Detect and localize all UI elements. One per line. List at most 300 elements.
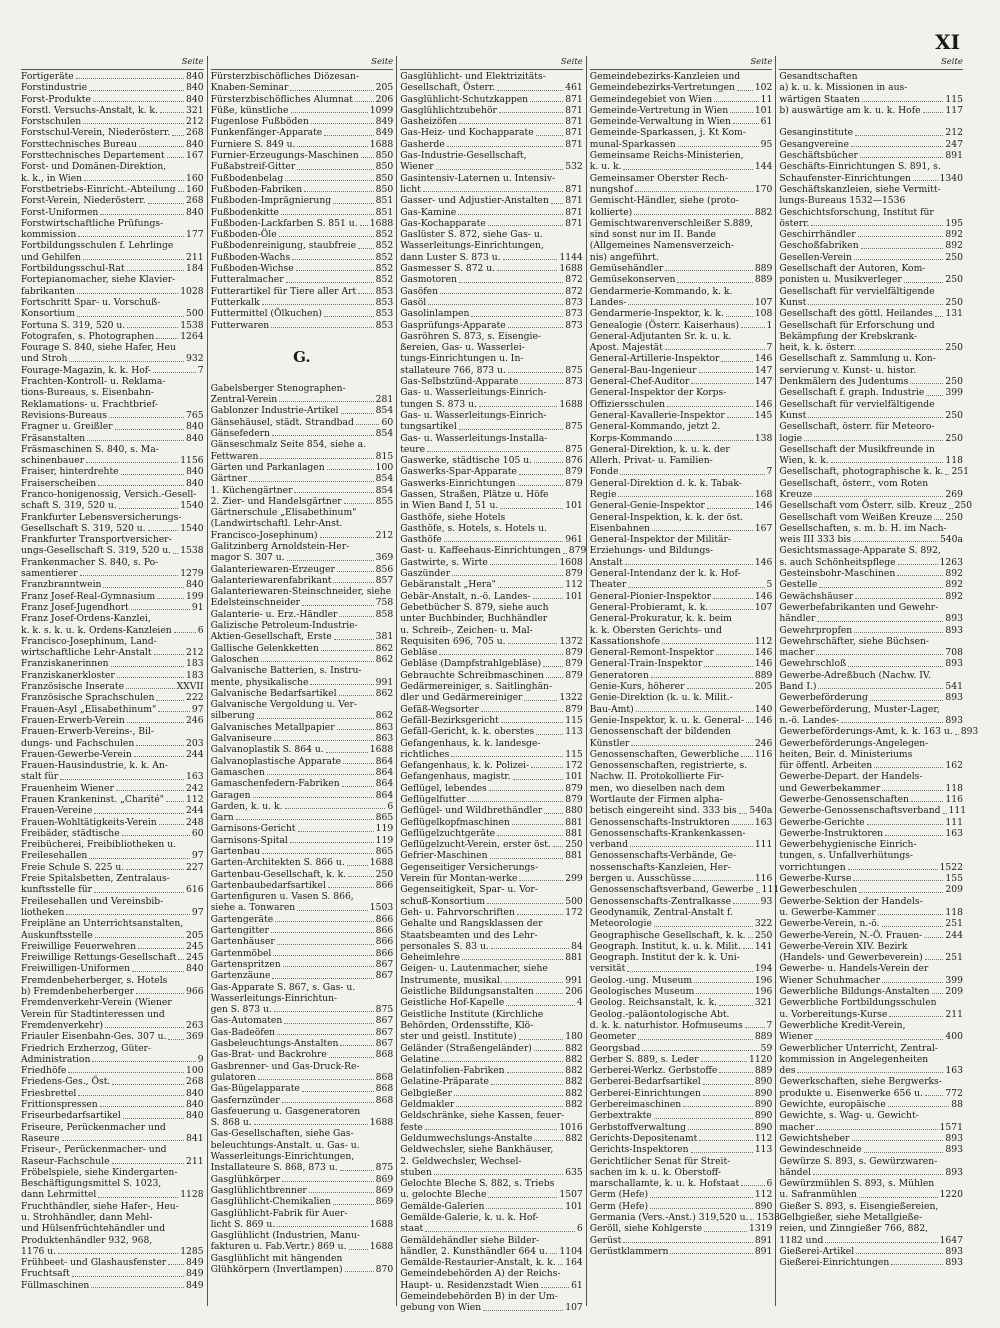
entry-term: Fortschritt Spar- u. Vorschuß- — [21, 296, 161, 308]
entry-term: u. Gewerbe-Kammer — [779, 906, 876, 918]
dot-leader — [292, 259, 373, 260]
entry-page-ref: 1688 — [369, 1117, 394, 1129]
index-entry — [590, 161, 773, 172]
entry-term: General-Intendanz der k. k. Hof- — [589, 568, 741, 580]
dot-leader — [878, 914, 944, 915]
entry-term: Furniere S. 849 u. — [210, 138, 296, 150]
entry-page-ref: 866 — [375, 936, 394, 948]
index-entry — [590, 952, 773, 963]
entry-term: Gewerkschaften, siehe Bergwerks- — [779, 1076, 942, 1088]
entry-page-ref: 7 — [766, 342, 773, 354]
dot-leader — [157, 598, 184, 599]
entry-term: General-Adjutanten Sr. k. u. k. — [589, 330, 732, 342]
entry-page-ref: 882 — [565, 1065, 583, 1077]
index-entry — [779, 1189, 963, 1200]
entry-term: Forst- und Domänen-Direktion, — [21, 161, 167, 173]
index-entry — [590, 229, 773, 240]
entry-page-ref: 61 — [760, 116, 773, 128]
entry-term: Gewürzmühlen S. 893, s. Mühlen — [779, 1178, 935, 1190]
entry-term: Galvanisches Metallpapier — [210, 721, 335, 733]
entry-page-ref: 966 — [186, 986, 204, 998]
entry-page-ref: 890 — [754, 1200, 773, 1212]
dot-leader — [139, 146, 184, 147]
entry-page-ref: 1264 — [180, 330, 204, 342]
entry-page-ref: 871 — [565, 104, 583, 116]
entry-term: Gartenzäune — [210, 970, 271, 982]
index-entry — [590, 387, 773, 398]
entry-term: Geschoßfabriken — [779, 240, 859, 252]
index-entry — [400, 1043, 583, 1054]
entry-term: General-Inspektor der Militär- — [589, 534, 732, 546]
entry-page-ref: 1016 — [559, 1121, 583, 1133]
dot-leader — [501, 722, 563, 723]
index-entry — [400, 828, 583, 839]
index-entry — [400, 478, 583, 489]
entry-term: Freie Spitalsbetten, Zentralaus- — [21, 873, 170, 885]
entry-page-ref: 864 — [375, 778, 394, 790]
entry-page-ref: 1688 — [369, 1241, 394, 1253]
entry-term: Fortepianomacher, siehe Klavier- — [21, 274, 176, 286]
index-entry — [400, 975, 583, 986]
entry-term: Gesellschaft der Autoren, Kom- — [779, 263, 926, 275]
entry-term: Fraiserscheiben — [21, 477, 97, 489]
entry-page-ref: 184 — [186, 263, 204, 275]
entry-term: schuß-Konsortium — [400, 895, 486, 907]
entry-term: silberung — [210, 710, 255, 722]
entry-page-ref: 268 — [186, 195, 204, 207]
entry-term: weis III 333 bis — [779, 534, 852, 546]
index-entry — [21, 489, 204, 500]
entry-term: Offiziersschulen — [589, 398, 666, 410]
entry-term: Gewerbe-Instruktoren — [779, 827, 884, 839]
entry-term: Gast- u. Kaffeehaus-Einrichtungen — [400, 545, 561, 557]
entry-page-ref: 251 — [945, 918, 963, 930]
index-entry — [211, 439, 394, 450]
entry-term: dler und Gedärmereiniger — [400, 692, 523, 704]
dot-leader — [172, 135, 184, 136]
entry-term: Freipläne an Unterrichtsanstalten, — [21, 918, 184, 930]
dot-leader — [730, 112, 753, 113]
entry-term: Garn — [210, 812, 234, 824]
entry-term: Gelatine — [400, 1053, 440, 1065]
entry-page-ref: 893 — [945, 1132, 963, 1144]
entry-term: Geigen- u. Lautenmacher, siehe — [400, 963, 548, 975]
dot-leader — [544, 813, 563, 814]
index-entry — [21, 941, 204, 952]
entry-term: Garden, k. u. k. — [210, 800, 283, 812]
index-entry — [211, 1241, 394, 1252]
entry-term: samentierer — [21, 568, 78, 580]
dot-leader — [517, 914, 563, 915]
index-entry — [779, 704, 963, 715]
index-entry — [211, 902, 394, 913]
dot-leader — [291, 112, 368, 113]
index-entry — [400, 636, 583, 647]
entry-term: Frauen Krankeninst. „Charité" — [21, 794, 164, 805]
entry-page-ref: 871 — [565, 116, 583, 128]
index-entry — [400, 941, 583, 952]
entry-term: Fußabstreif-Gitter — [210, 161, 296, 173]
entry-page-ref: 815 — [375, 450, 394, 462]
entry-term: Gablonzer Industrie-Artikel — [210, 405, 339, 417]
dot-leader — [321, 650, 374, 651]
entry-term: Gasröhren S. 873, s. Eisengie- — [400, 330, 542, 342]
entry-term: und Hülsenfrüchtehändler und — [21, 1223, 166, 1235]
dot-leader — [558, 1264, 563, 1265]
index-entry — [400, 421, 583, 432]
entry-term: Galvanische Bedarfsartikel — [210, 687, 337, 699]
index-entry — [779, 534, 963, 545]
index-entry — [21, 1246, 204, 1257]
entry-page-ref: 849 — [186, 1257, 204, 1269]
entry-page-ref: 772 — [945, 1087, 963, 1099]
dot-leader — [117, 677, 184, 678]
index-entry — [21, 636, 204, 647]
index-entry — [400, 308, 583, 319]
index-entry — [21, 94, 204, 105]
entry-page-ref: 268 — [186, 1076, 204, 1088]
dot-leader — [115, 429, 184, 430]
entry-page-ref: 248 — [186, 816, 204, 828]
index-entry — [211, 846, 394, 857]
entry-page-ref: 840 — [186, 138, 204, 150]
index-entry — [21, 139, 204, 150]
entry-page-ref: 849 — [186, 1268, 204, 1280]
entry-term: Gewerbeförderungs-Amt, k. k. 163 u. — [779, 726, 953, 738]
entry-term: Kunst — [779, 296, 807, 308]
index-entry — [21, 195, 204, 206]
dot-leader — [167, 157, 185, 158]
entry-term: munal-Sparkassen — [589, 138, 676, 150]
entry-page-ref: 101 — [754, 104, 773, 116]
index-entry — [211, 105, 394, 116]
index-entry — [590, 986, 773, 997]
dot-leader — [94, 813, 184, 814]
entry-page-ref: 250 — [945, 251, 963, 263]
entry-page-ref: 840 — [186, 579, 204, 591]
index-entry — [211, 710, 394, 721]
entry-page-ref: 892 — [945, 568, 963, 580]
entry-page-ref: 212 — [186, 647, 204, 659]
index-entry — [211, 982, 394, 993]
entry-term: General-Inspektion, k. k. der öst. — [589, 511, 744, 523]
dot-leader — [281, 214, 374, 215]
entry-page-ref: 111 — [761, 884, 780, 896]
dot-leader — [818, 688, 943, 689]
dot-leader — [687, 688, 753, 689]
dot-leader — [282, 1181, 374, 1182]
index-entry — [21, 873, 204, 884]
entry-term: Gerbstoffverwaltung — [589, 1121, 687, 1133]
index-entry — [590, 263, 773, 274]
entry-term: liotheken — [21, 906, 65, 918]
entry-term: Gallische Gelenkketten — [210, 642, 319, 654]
index-entry — [211, 1106, 394, 1117]
entry-page-ref: 146 — [754, 714, 773, 726]
entry-term: Gaswerke, städtische 105 u. — [400, 455, 533, 467]
entry-term: Gesellschaft, photographische k. k. — [779, 466, 944, 478]
entry-page-ref: 890 — [754, 1121, 773, 1133]
entry-term: Friedrich Erzherzog, Güter- — [21, 1042, 151, 1054]
index-entry — [21, 342, 204, 353]
entry-term: General-Genie-Inspektor — [589, 500, 705, 512]
entry-term: händel — [779, 1166, 811, 1178]
dot-leader — [441, 1061, 563, 1062]
entry-term: Gesichtsmassage-Apparate S. 892, — [779, 545, 941, 557]
index-entry — [400, 794, 583, 805]
entry-page-ref: 879 — [565, 794, 583, 805]
dot-leader — [508, 327, 564, 328]
dot-leader — [862, 101, 944, 102]
dot-leader — [116, 790, 184, 791]
dot-leader — [550, 1253, 558, 1254]
entry-term: Gärtner — [210, 473, 248, 485]
dot-leader — [348, 876, 374, 877]
dot-leader — [267, 774, 374, 775]
dot-leader — [254, 1124, 368, 1125]
entry-page-ref: 882 — [565, 1042, 583, 1054]
index-entry — [590, 1144, 773, 1155]
index-entry — [590, 478, 773, 489]
entry-page-ref: 263 — [186, 1019, 204, 1031]
entry-page-ref: 167 — [186, 150, 204, 162]
entry-term: Freibücherei, Freibibliotheken u. — [21, 839, 177, 851]
index-entry — [779, 240, 963, 251]
entry-term: General-Prokuratur, k. k. beim — [589, 613, 732, 625]
entry-term: Gesellschaft, österr. für Meteoro- — [779, 421, 935, 433]
entry-term: Produktenhändler 932, 968, — [21, 1234, 153, 1246]
entry-term: Gebläse — [400, 647, 438, 659]
entry-term: kommission in Angelegenheiten — [779, 1053, 929, 1065]
entry-page-ref: 399 — [945, 387, 963, 399]
entry-term: Theater — [589, 579, 627, 591]
dot-leader — [271, 327, 373, 328]
entry-term: dann Lehrmittel — [21, 1189, 97, 1201]
entry-term: Friesbrettel — [21, 1087, 77, 1099]
dot-leader — [296, 270, 374, 271]
dot-leader — [148, 203, 184, 204]
entry-term: Geolog.-ung. Museum — [589, 974, 693, 986]
entry-term: Gewichte, s. Wag- u. Gewicht- — [779, 1110, 919, 1122]
entry-page-ref: 194 — [754, 963, 773, 975]
entry-page-ref: 871 — [565, 93, 583, 105]
entry-term: Beschäftigungsmittel S. 1023, — [21, 1178, 162, 1190]
dot-leader — [519, 474, 563, 475]
entry-term: Gemeinsamer Oberster Rech- — [589, 172, 729, 184]
index-entry — [21, 376, 204, 387]
entry-term: händler — [779, 613, 816, 625]
index-entry — [779, 681, 963, 692]
entry-term: 1. Küchengärtner — [210, 484, 293, 496]
index-entry — [21, 579, 204, 590]
entry-term: Garagen — [210, 789, 251, 801]
index-entry — [400, 613, 583, 624]
entry-term: Wasserleitungs-Einrichtun- — [210, 992, 338, 1004]
index-entry — [21, 715, 204, 726]
entry-term: Gewerbe-Sektion der Handels- — [779, 895, 923, 907]
entry-page-ref: 871 — [565, 217, 583, 229]
dot-leader — [699, 372, 753, 373]
dot-leader — [710, 609, 753, 610]
entry-page-ref: 146 — [754, 398, 773, 410]
dot-leader — [78, 1095, 184, 1096]
index-entry — [779, 523, 963, 534]
index-entry — [21, 771, 204, 782]
index-entry — [21, 828, 204, 839]
entry-term: Gesellschaft, österr., vom Roten — [779, 477, 929, 489]
entry-term: Bau-Amt) — [589, 703, 634, 715]
index-entry — [590, 1133, 773, 1144]
entry-page-ref: 879 — [565, 782, 583, 794]
index-entry — [779, 1144, 963, 1155]
index-entry — [779, 918, 963, 929]
index-entry — [779, 884, 963, 895]
index-entry — [211, 597, 394, 608]
entry-term: Freie Schule S. 225 u. — [21, 861, 125, 873]
entry-page-ref: 854 — [375, 473, 394, 485]
entry-page-ref: 1503 — [369, 902, 394, 914]
index-entry — [21, 331, 204, 342]
dot-leader — [343, 763, 374, 764]
entry-page-ref: 1688 — [559, 263, 583, 275]
entry-page-ref: 532 — [565, 161, 583, 173]
index-entry — [590, 1054, 773, 1065]
entry-term: Gebrauchte Schreibmaschinen — [400, 669, 544, 681]
index-entry — [779, 1099, 963, 1110]
entry-term: Fußboden-Öle — [210, 229, 277, 241]
entry-term: stallateure 766, 873 u. — [400, 364, 506, 376]
entry-page-ref: 61 — [571, 1279, 583, 1291]
dot-leader — [111, 666, 184, 667]
entry-term: Fortigeräte — [21, 71, 74, 82]
entry-term: Knaben-Seminar — [210, 82, 289, 94]
index-entry — [400, 1133, 583, 1144]
entry-term: verband — [589, 839, 628, 851]
index-entry — [779, 399, 963, 410]
index-column-5 — [776, 56, 979, 1306]
entry-term: Gewerbe-Verein, N.-Ö. Frauen- — [779, 929, 923, 941]
entry-term: Fröbelspiele, siehe Kindergarten- — [21, 1166, 178, 1178]
index-entry — [211, 383, 394, 394]
entry-term: Forstl. Versuchs-Anstalt, k. k. — [21, 104, 158, 116]
entry-term: Forstbetriebs-Einricht.-Abteilung — [21, 183, 176, 195]
dot-leader — [816, 1129, 937, 1130]
dot-leader — [340, 1170, 374, 1171]
entry-term: Gasser- und Adjustier-Anstalten — [400, 195, 549, 207]
index-entry — [779, 1167, 963, 1178]
dot-leader — [913, 180, 938, 181]
entry-page-ref: 60 — [381, 416, 394, 428]
dot-leader — [358, 293, 373, 294]
index-entry — [779, 173, 963, 184]
entry-term: Gerichts-Inspektoren — [589, 1144, 689, 1156]
entry-term: Gabelsberger Stenographen- — [210, 382, 346, 394]
dot-leader — [173, 553, 178, 554]
entry-term: staat — [400, 1223, 424, 1235]
index-entry — [590, 331, 773, 342]
entry-term: kollierte) — [589, 206, 633, 218]
entry-term: Geflügelzucht-Verein, erster öst. — [400, 839, 551, 851]
index-entry — [400, 884, 583, 895]
index-entry — [21, 1031, 204, 1042]
dot-leader — [462, 959, 563, 960]
entry-page-ref: 852 — [375, 229, 394, 241]
index-entry — [21, 963, 204, 974]
dot-leader — [136, 745, 184, 746]
entry-page-ref: 1128 — [180, 1189, 204, 1201]
dot-leader — [816, 654, 943, 655]
entry-page-ref: 616 — [186, 884, 204, 896]
dot-leader — [66, 914, 190, 915]
entry-page-ref: 882 — [565, 1132, 583, 1144]
index-entry — [21, 1088, 204, 1099]
entry-term: 1182 und — [779, 1234, 824, 1246]
entry-term: Fußbodenkitte — [210, 206, 279, 218]
entry-page-ref: 6 — [387, 800, 394, 812]
dot-leader — [344, 503, 374, 504]
dot-leader — [92, 1061, 195, 1062]
index-entry — [21, 240, 204, 251]
index-entry — [21, 353, 204, 364]
dot-leader — [497, 270, 557, 271]
dot-leader — [471, 316, 563, 317]
entry-page-ref: 893 — [945, 1166, 963, 1178]
entry-term: Gasöfen — [400, 285, 439, 297]
entry-term: Gasprüfungs-Apparate — [400, 319, 506, 331]
index-entry — [400, 997, 583, 1008]
index-entry — [779, 421, 963, 432]
entry-term: und Gehilfen — [21, 251, 81, 263]
index-entry — [211, 575, 394, 586]
dot-leader — [694, 982, 753, 983]
dot-leader — [897, 575, 943, 576]
entry-term: fabrikanten — [21, 285, 76, 297]
entry-term: Bekämpfung der Krebskrank- — [779, 330, 918, 342]
dot-leader — [831, 462, 944, 463]
index-entry — [400, 681, 583, 692]
entry-page-ref: 863 — [375, 733, 394, 745]
index-entry — [590, 783, 773, 794]
dot-leader — [458, 214, 563, 215]
entry-term: personales S. 83 u. — [400, 940, 489, 952]
index-entry — [400, 376, 583, 387]
entry-page-ref: 871 — [565, 183, 583, 195]
index-entry — [21, 1110, 204, 1121]
dot-leader — [428, 304, 563, 305]
entry-term: Gewerbe-Adreßbuch (Nachw. IV. — [779, 669, 931, 681]
dot-leader — [859, 1197, 938, 1198]
dot-leader — [636, 711, 753, 712]
index-entry — [779, 150, 963, 161]
index-entry — [590, 184, 773, 195]
dot-leader — [634, 214, 753, 215]
entry-term: Schaufenster-Einrichtungen — [779, 172, 911, 184]
entry-page-ref: 196 — [754, 974, 773, 986]
dot-leader — [87, 440, 184, 441]
entry-term: Gerüst — [589, 1234, 622, 1246]
entry-page-ref: 177 — [186, 229, 204, 241]
index-entry — [779, 365, 963, 376]
index-entry — [400, 749, 583, 760]
entry-term: Gewerbliche Fortbildungsschulen — [779, 997, 937, 1009]
entry-page-ref: 118 — [945, 782, 963, 794]
entry-term: Verein für Stadtinteressen und — [21, 1008, 165, 1020]
index-entry — [21, 760, 204, 771]
dot-leader — [156, 700, 184, 701]
entry-term: gebung von Wien — [400, 1302, 482, 1314]
index-entry — [779, 139, 963, 150]
entry-page-ref: 211 — [186, 1155, 204, 1167]
